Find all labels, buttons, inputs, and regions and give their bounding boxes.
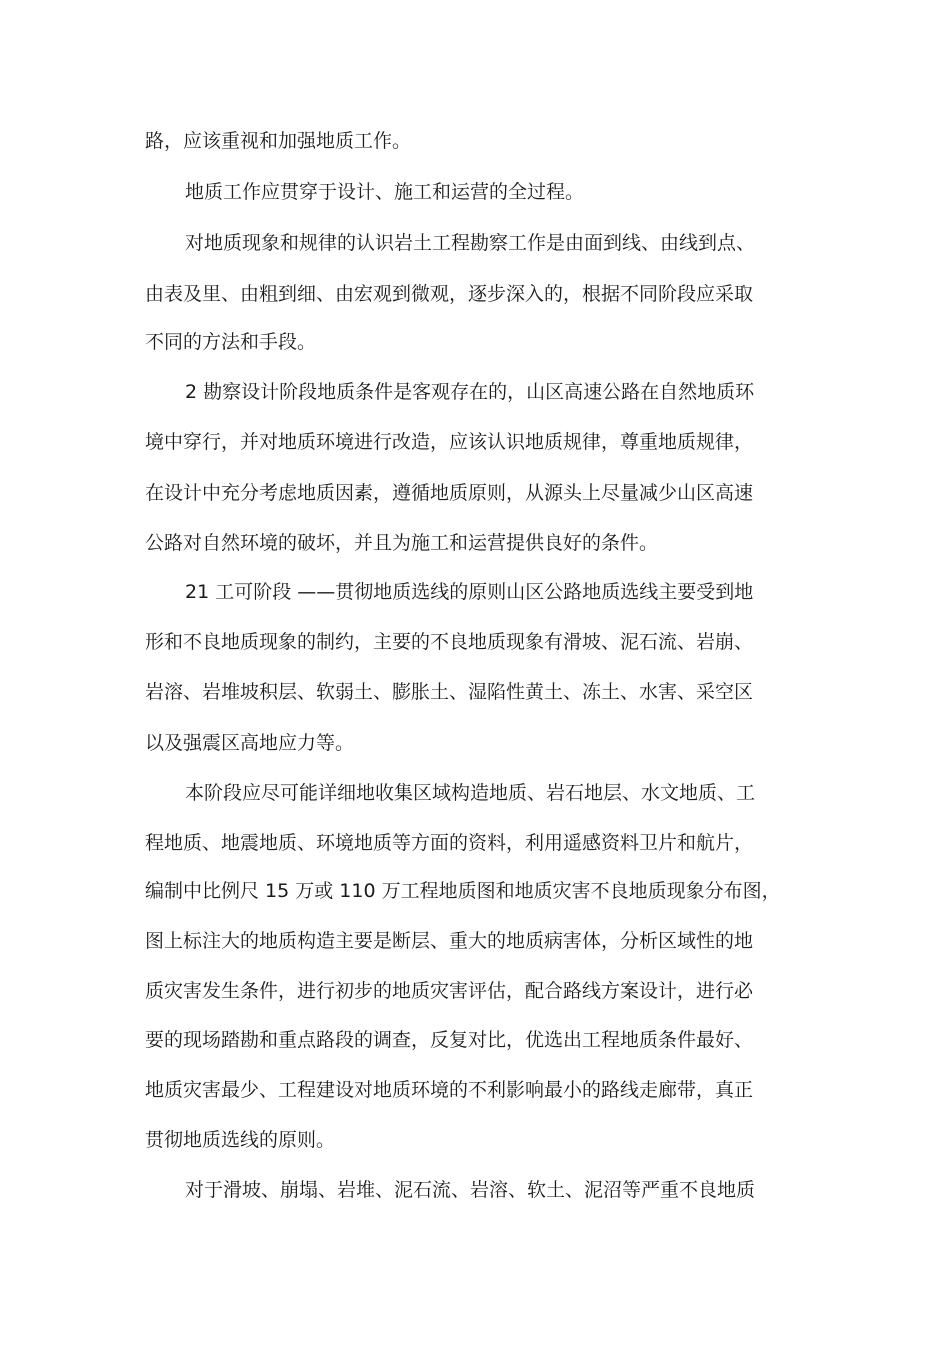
text-line: 岩溶、岩堆坡积层、软弱土、膨胀土、湿陷性黄土、冻土、水害、采空区: [145, 681, 754, 703]
text-line: 不同的方法和手段。: [145, 331, 317, 353]
text-line: 公路对自然环境的破坏，并且为施工和运营提供良好的条件。: [145, 532, 659, 554]
text-line: 形和不良地质现象的制约，主要的不良地质现象有滑坡、泥石流、岩崩、: [145, 631, 754, 653]
text-line: 21 工可阶段 ——贯彻地质选线的原则山区公路地质选线主要受到地: [185, 581, 754, 603]
text-line: 2 勘察设计阶段地质条件是客观存在的，山区高速公路在自然地质环: [185, 381, 755, 403]
text-line: 由表及里、由粗到细、由宏观到微观，逐步深入的，根据不同阶段应采取: [145, 283, 754, 305]
text-line: 图上标注大的地质构造主要是断层、重大的地质病害体，分析区域性的地: [145, 930, 754, 952]
text-line: 本阶段应尽可能详细地收集区域构造地质、岩石地层、水文地质、工: [185, 782, 756, 804]
text-line: 境中穿行，并对地质环境进行改造，应该认识地质规律，尊重地质规律，: [145, 431, 754, 453]
text-line: 要的现场踏勘和重点路段的调查，反复对比，优选出工程地质条件最好、: [145, 1029, 754, 1051]
text-line: 对地质现象和规律的认识岩土工程勘察工作是由面到线、由线到点、: [185, 232, 756, 254]
text-line: 在设计中充分考虑地质因素，遵循地质原则，从源头上尽量减少山区高速: [145, 482, 754, 504]
text-line: 路，应该重视和加强地质工作。: [145, 130, 412, 152]
text-line: 以及强震区高地应力等。: [145, 732, 355, 754]
text-line: 程地质、地震地质、环境地质等方面的资料，利用遥感资料卫片和航片，: [145, 832, 754, 854]
text-line: 对于滑坡、崩塌、岩堆、泥石流、岩溶、软土、泥沼等严重不良地质: [185, 1179, 756, 1201]
text-line: 贯彻地质选线的原则。: [145, 1129, 336, 1151]
text-line: 地质灾害最少、工程建设对地质环境的不利影响最小的路线走廊带，真正: [145, 1079, 754, 1101]
text-line: 编制中比例尺 15 万或 110 万工程地质图和地质灾害不良地质现象分布图，: [145, 880, 781, 902]
text-line: 地质工作应贯穿于设计、施工和运营的全过程。: [185, 181, 585, 203]
text-line: 质灾害发生条件，进行初步的地质灾害评估，配合路线方案设计，进行必: [145, 980, 754, 1002]
